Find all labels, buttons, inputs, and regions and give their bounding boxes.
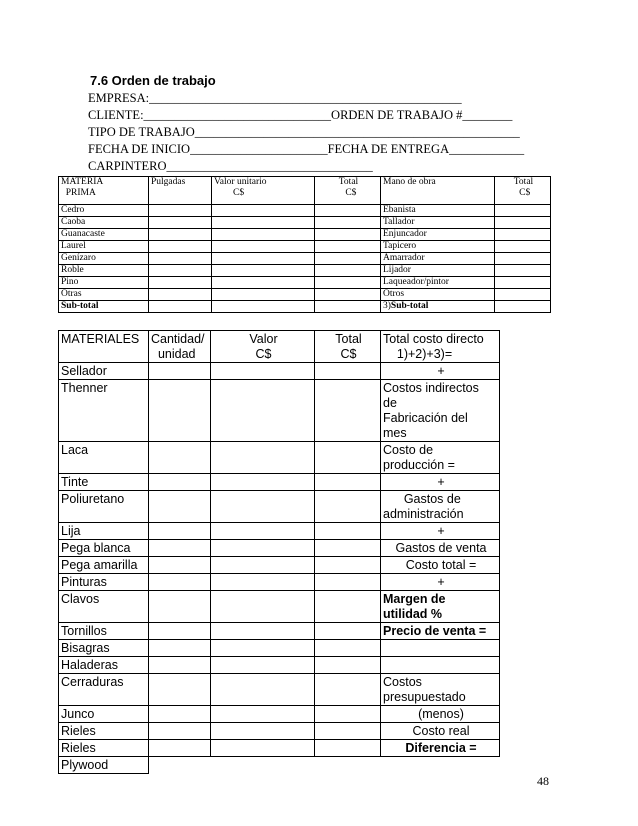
cost-summary-cell: Gastos de administración: [381, 491, 500, 523]
cost-summary-cell: Costo de producción =: [381, 442, 500, 474]
table-row: [59, 205, 551, 217]
empty-cell: [495, 289, 551, 301]
empty-cell: [149, 265, 212, 277]
cost-summary-cell: (menos): [381, 706, 500, 723]
material-cell: Haladeras: [59, 657, 149, 674]
form-line: TIPO DE TRABAJO____________________________________________________: [88, 125, 520, 139]
empty-cell: [315, 640, 381, 657]
empty-cell: [211, 523, 315, 540]
table-row: [59, 229, 551, 241]
material-cell: Caoba: [59, 217, 149, 229]
cost-summary-cell: +: [381, 363, 500, 380]
empty-cell: [315, 265, 381, 277]
subtotal-row: [59, 301, 551, 313]
empty-cell: [149, 757, 500, 774]
header-total: Total C$: [315, 177, 381, 205]
empty-cell: [315, 491, 381, 523]
empty-cell: [495, 265, 551, 277]
table-row: [59, 640, 500, 657]
subtotal-prefix: 3): [383, 301, 391, 311]
material-cell: Thenner: [59, 380, 149, 442]
empty-cell: [315, 540, 381, 557]
material-cell: Roble: [59, 265, 149, 277]
cost-summary-cell: Diferencia =: [381, 740, 500, 757]
cost-summary-cell: Costo real: [381, 723, 500, 740]
labor-cell: Enjuncador: [381, 229, 495, 241]
raw-material-labor-table: [58, 176, 551, 313]
empty-cell: [315, 253, 381, 265]
table-row: [59, 674, 500, 706]
form-line: CARPINTERO_________________________________: [88, 159, 373, 173]
empty-cell: [495, 205, 551, 217]
table-header-row: [59, 331, 500, 363]
table-row: [59, 265, 551, 277]
table-row: [59, 557, 500, 574]
material-cell: Genízaro: [59, 253, 149, 265]
material-cell: Rieles: [59, 723, 149, 740]
table-row: [59, 289, 551, 301]
form-line: CLIENTE:______________________________ORDEN DE TRABAJO #________: [88, 108, 513, 122]
header-mano-de-obra: Mano de obra: [381, 177, 495, 205]
labor-cell: Tallador: [381, 217, 495, 229]
empty-cell: [211, 380, 315, 442]
empty-cell: [211, 657, 315, 674]
empty-cell: [211, 442, 315, 474]
empty-cell: [315, 363, 381, 380]
empty-cell: [315, 217, 381, 229]
material-cell: Otras: [59, 289, 149, 301]
empty-cell: [149, 289, 212, 301]
material-cell: Pinturas: [59, 574, 149, 591]
material-cell: Plywood: [59, 757, 149, 774]
form-line: FECHA DE INICIO______________________FECHA DE ENTREGA____________: [88, 142, 525, 156]
header-materia-prima: MATERIA PRIMA: [59, 177, 149, 205]
empty-cell: [315, 706, 381, 723]
section-heading: 7.6 Orden de trabajo: [90, 73, 216, 88]
header-total-costo-directo: Total costo directo 1)+2)+3)=: [381, 331, 500, 363]
empty-cell: [315, 229, 381, 241]
empty-cell: [211, 723, 315, 740]
empty-cell: [211, 574, 315, 591]
table-row: [59, 474, 500, 491]
empty-cell: [211, 363, 315, 380]
cost-summary-cell: [381, 657, 500, 674]
material-cell: Cedro: [59, 205, 149, 217]
table-row: [59, 442, 500, 474]
labor-cell: Lijador: [381, 265, 495, 277]
empty-cell: [149, 241, 212, 253]
empty-cell: [315, 523, 381, 540]
cost-summary-cell: [381, 640, 500, 657]
material-cell: Pega blanca: [59, 540, 149, 557]
empty-cell: [211, 557, 315, 574]
cost-summary-cell: Margen de utilidad %: [381, 591, 500, 623]
empty-cell: [149, 540, 211, 557]
header-pulgadas: Pulgadas: [149, 177, 212, 205]
labor-cell: Tapicero: [381, 241, 495, 253]
cost-summary-cell: Costo total =: [381, 557, 500, 574]
empty-cell: [149, 217, 212, 229]
cost-summary-cell: +: [381, 574, 500, 591]
table-row: [59, 380, 500, 442]
materials-cost-table: [58, 330, 500, 774]
subtotal-text: Sub-total: [390, 301, 429, 311]
material-cell: Laca: [59, 442, 149, 474]
empty-cell: [315, 205, 381, 217]
empty-cell: [315, 723, 381, 740]
empty-cell: [212, 265, 315, 277]
empty-cell: [212, 289, 315, 301]
header-total-mano: Total C$: [495, 177, 551, 205]
empty-cell: [315, 289, 381, 301]
labor-cell: Ebanista: [381, 205, 495, 217]
header-materiales: MATERIALES: [59, 331, 149, 363]
empty-cell: [212, 301, 315, 313]
empty-cell: [211, 474, 315, 491]
table-row: [59, 277, 551, 289]
cost-summary-cell: +: [381, 523, 500, 540]
material-cell: Pino: [59, 277, 149, 289]
material-cell: Junco: [59, 706, 149, 723]
empty-cell: [212, 229, 315, 241]
empty-cell: [149, 301, 212, 313]
empty-cell: [212, 241, 315, 253]
table-header-row: [59, 177, 551, 205]
table-row: [59, 574, 500, 591]
page-number: 48: [537, 774, 549, 788]
table-row: [59, 491, 500, 523]
labor-cell: Otros: [381, 289, 495, 301]
empty-cell: [495, 217, 551, 229]
cost-summary-cell: Costos indirectos de Fabricación del mes: [381, 380, 500, 442]
empty-cell: [149, 277, 212, 289]
material-cell: Tornillos: [59, 623, 149, 640]
cost-summary-cell: Precio de venta =: [381, 623, 500, 640]
table-row: [59, 363, 500, 380]
empty-cell: [149, 674, 211, 706]
empty-cell: [149, 523, 211, 540]
material-cell: Poliuretano: [59, 491, 149, 523]
header-valor: Valor C$: [211, 331, 315, 363]
empty-cell: [315, 277, 381, 289]
empty-cell: [315, 574, 381, 591]
empty-cell: [149, 442, 211, 474]
empty-cell: [149, 363, 211, 380]
empty-cell: [149, 623, 211, 640]
material-cell: Clavos: [59, 591, 149, 623]
cost-summary-cell: Gastos de venta: [381, 540, 500, 557]
empty-cell: [495, 253, 551, 265]
labor-subtotal-label: [381, 301, 495, 313]
empty-cell: [211, 491, 315, 523]
empty-cell: [149, 474, 211, 491]
empty-cell: [315, 623, 381, 640]
empty-cell: [211, 591, 315, 623]
form-line: EMPRESA:__________________________________________________: [88, 91, 462, 105]
empty-cell: [212, 217, 315, 229]
empty-cell: [495, 241, 551, 253]
empty-cell: [315, 557, 381, 574]
table-row: [59, 723, 500, 740]
empty-cell: [315, 674, 381, 706]
empty-cell: [315, 740, 381, 757]
table-row: [59, 623, 500, 640]
empty-cell: [149, 574, 211, 591]
table-row: [59, 253, 551, 265]
header-total: Total C$: [315, 331, 381, 363]
empty-cell: [149, 491, 211, 523]
table-row: [59, 757, 500, 774]
header-cantidad: Cantidad/ unidad: [149, 331, 211, 363]
labor-cell: Amarrador: [381, 253, 495, 265]
empty-cell: [149, 657, 211, 674]
empty-cell: [315, 591, 381, 623]
material-cell: Pega amarilla: [59, 557, 149, 574]
empty-cell: [495, 277, 551, 289]
cost-summary-cell: +: [381, 474, 500, 491]
empty-cell: [149, 229, 212, 241]
material-cell: Cerraduras: [59, 674, 149, 706]
header-valor-unitario: Valor unitario C$: [212, 177, 315, 205]
table-row: [59, 591, 500, 623]
empty-cell: [315, 241, 381, 253]
empty-cell: [211, 674, 315, 706]
empty-cell: [495, 229, 551, 241]
material-cell: Lija: [59, 523, 149, 540]
table-row: [59, 657, 500, 674]
material-cell: Sellador: [59, 363, 149, 380]
empty-cell: [315, 301, 381, 313]
empty-cell: [211, 740, 315, 757]
table-row: [59, 540, 500, 557]
empty-cell: [149, 640, 211, 657]
empty-cell: [212, 205, 315, 217]
material-cell: Rieles: [59, 740, 149, 757]
table-row: [59, 241, 551, 253]
empty-cell: [211, 540, 315, 557]
subtotal-label: Sub-total: [59, 301, 149, 313]
table-row: [59, 740, 500, 757]
empty-cell: [149, 723, 211, 740]
empty-cell: [315, 474, 381, 491]
empty-cell: [149, 591, 211, 623]
material-cell: Bisagras: [59, 640, 149, 657]
empty-cell: [149, 205, 212, 217]
empty-cell: [211, 706, 315, 723]
material-cell: Guanacaste: [59, 229, 149, 241]
empty-cell: [495, 301, 551, 313]
empty-cell: [212, 277, 315, 289]
empty-cell: [211, 640, 315, 657]
table-row: [59, 706, 500, 723]
cost-summary-cell: Costos presupuestado: [381, 674, 500, 706]
empty-cell: [149, 253, 212, 265]
empty-cell: [149, 706, 211, 723]
empty-cell: [149, 380, 211, 442]
empty-cell: [149, 740, 211, 757]
empty-cell: [212, 253, 315, 265]
table-row: [59, 523, 500, 540]
empty-cell: [149, 557, 211, 574]
empty-cell: [315, 657, 381, 674]
empty-cell: [315, 380, 381, 442]
empty-cell: [315, 442, 381, 474]
work-order-form-lines: [88, 90, 524, 175]
material-cell: Laurel: [59, 241, 149, 253]
labor-cell: Laqueador/pintor: [381, 277, 495, 289]
table-row: [59, 217, 551, 229]
material-cell: Tinte: [59, 474, 149, 491]
empty-cell: [211, 623, 315, 640]
